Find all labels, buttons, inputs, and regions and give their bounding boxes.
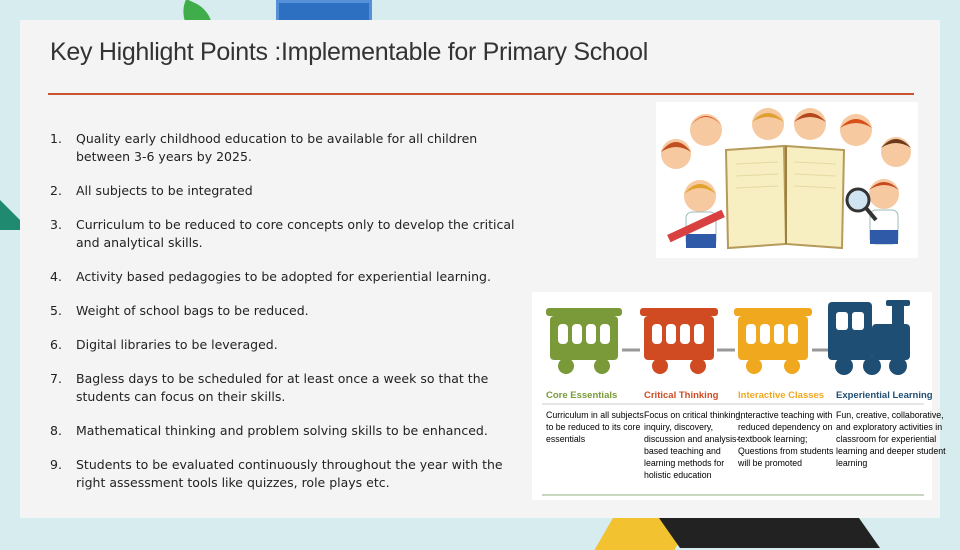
list-number: 8. <box>50 423 62 438</box>
list-number: 2. <box>50 183 62 198</box>
list-number: 5. <box>50 303 62 318</box>
train-car-desc-line: Curriculum in all subjects <box>546 410 644 420</box>
highlight-points-list <box>46 130 526 508</box>
train-car-label: Critical Thinking <box>644 390 719 401</box>
list-item-text: Mathematical thinking and problem solving skills to be enhanced. <box>76 423 488 438</box>
list-item-text: Activity based pedagogies to be adopted for experiential learning. <box>76 269 491 284</box>
children-with-book-illustration <box>656 102 918 258</box>
train-car-desc-line: essentials <box>546 434 586 444</box>
train-car-desc-line: learning and deeper student <box>836 446 946 456</box>
train-car-label: Experiential Learning <box>836 390 933 401</box>
children-book-art <box>656 102 918 258</box>
train-car-desc-line: Fun, creative, collaborative, <box>836 410 944 420</box>
train-art <box>532 292 946 500</box>
train-car-desc-line: will be promoted <box>738 458 803 468</box>
train-car-desc-line: discussion and analysis- <box>644 434 740 444</box>
curriculum-train-diagram <box>532 292 946 500</box>
train-car-desc-line: Interactive teaching with <box>738 410 833 420</box>
list-number: 7. <box>50 371 62 386</box>
list-item-text: All subjects to be integrated <box>76 183 253 198</box>
train-car-desc-line: reduced dependency on <box>738 422 833 432</box>
list-item <box>46 422 526 440</box>
train-car-label: Core Essentials <box>546 390 618 401</box>
list-number: 3. <box>50 217 62 232</box>
list-item-text: Digital libraries to be leveraged. <box>76 337 278 352</box>
list-item <box>46 216 526 252</box>
train-car-desc-line: Focus on critical thinking, <box>644 410 743 420</box>
train-car-desc-line: learning methods for <box>644 458 725 468</box>
train-car-desc-line: textbook learning; <box>738 434 808 444</box>
title-underline <box>48 93 914 95</box>
train-car-desc-line: holistic education <box>644 470 712 480</box>
list-number: 1. <box>50 131 62 146</box>
train-car-desc-line: Questions from students <box>738 446 834 456</box>
train-car-desc-line: learning <box>836 458 868 468</box>
list-number: 4. <box>50 269 62 284</box>
list-item <box>46 130 526 166</box>
train-car-desc-line: classroom for experiential <box>836 434 937 444</box>
list-item-text: Curriculum to be reduced to core concepts only to develop the critical and analytical skills. <box>76 217 515 250</box>
list-item <box>46 336 526 354</box>
list-item-text: Weight of school bags to be reduced. <box>76 303 309 318</box>
list-item <box>46 302 526 320</box>
train-car-desc-line: to be reduced to its core <box>546 422 641 432</box>
train-car-desc-line: based teaching and <box>644 446 721 456</box>
list-number: 6. <box>50 337 62 352</box>
slide <box>20 20 946 518</box>
list-number: 9. <box>50 457 62 472</box>
train-car-desc-line: and exploratory activities in <box>836 422 943 432</box>
list-item <box>46 370 526 406</box>
train-car-desc-line: inquiry, discovery, <box>644 422 714 432</box>
list-item-text: Quality early childhood education to be available for all children between 3-6 years by 2025. <box>76 131 478 164</box>
list-item <box>46 456 526 492</box>
slide-title: Key Highlight Points :Implementable for Primary School <box>50 38 648 66</box>
list-item-text: Bagless days to be scheduled for at least once a week so that the students can focus on their skills. <box>76 371 489 404</box>
train-car-label: Interactive Classes <box>738 390 825 401</box>
list-item <box>46 182 526 200</box>
list-item <box>46 268 526 286</box>
list-item-text: Students to be evaluated continuously throughout the year with the right assessment tools like quizzes, role plays etc. <box>76 457 503 490</box>
